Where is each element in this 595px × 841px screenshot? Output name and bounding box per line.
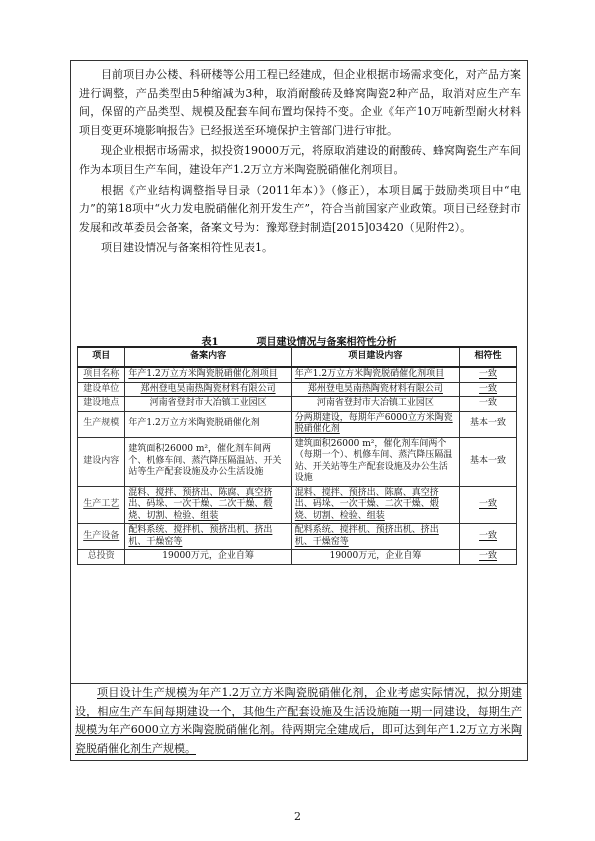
row-fit: 一致: [460, 382, 517, 397]
row-item: 生产工艺: [78, 486, 125, 524]
body-text: [79, 66, 521, 260]
row-build: 混料、搅拌、预挤出、陈腐、真空挤出、码垛、一次干燥、二次干燥、煅烧、切割、检验、组装: [291, 486, 459, 524]
row-item: 项目名称: [78, 367, 125, 382]
header-record: 备案内容: [125, 347, 291, 367]
row-build: 年产1.2万立方米陶瓷脱硝催化剂项目: [291, 367, 459, 382]
table-row: [78, 524, 517, 550]
table-row: [78, 382, 517, 397]
paragraph-3: 根据《产业结构调整指导目录（2011年本）》（修正），本项目属于鼓励类项目中“电力”的第18项中“火力发电脱硝催化剂开发生产”，符合当前国家产业政策。项目已经登封市发展和改革委员会备案，备案文号为：豫郑登封制造[2015]03420（见附件2）。: [79, 183, 521, 234]
row-item: 建设内容: [78, 437, 125, 486]
header-fit: 相符性: [460, 347, 517, 367]
page-number: 2: [294, 810, 301, 823]
row-build: 分两期建设，每期年产6000立方米陶瓷脱硝催化剂: [291, 411, 459, 437]
table-row: [78, 397, 517, 412]
row-fit: 一致: [460, 367, 517, 382]
row-item: 生产规模: [78, 411, 125, 437]
row-fit: 一致: [460, 486, 517, 524]
row-item: 建设单位: [78, 382, 125, 397]
table-row: [78, 411, 517, 437]
paragraph-2: 现企业根据市场需求，拟投资19000万元，将原取消建设的耐酸砖、蜂窝陶瓷生产车间作为本项目生产车间，建设年产1.2万立方米陶瓷脱硝催化剂项目。: [79, 144, 521, 176]
paragraph-4: 项目建设情况与备案相符性见表1。: [101, 241, 273, 255]
row-record: 年产1.2万立方米陶瓷脱硝催化剂: [125, 411, 291, 437]
row-build: 配料系统、搅拌机、预挤出机、挤出机、干燥窑等: [291, 524, 459, 550]
row-build: 19000万元，企业自筹: [291, 550, 459, 565]
row-record: 年产1.2万立方米陶瓷脱硝催化剂项目: [125, 367, 291, 382]
row-build: 建筑面积26000 m²，催化剂车间两个（每期一个）、机修车间、蒸汽降压隔温站、开关站等生产配套设施及办公生活设施: [291, 437, 459, 486]
row-record: 郑州登电昊南热陶瓷材料有限公司: [125, 382, 291, 397]
table-row: [78, 437, 517, 486]
bottom-text: [75, 684, 522, 758]
row-fit: 基本一致: [460, 411, 517, 437]
row-build: 河南省登封市大冶镇工业园区: [291, 397, 459, 412]
row-fit: 一致: [460, 397, 517, 412]
table-row: [78, 550, 517, 565]
header-item: 项目: [78, 347, 125, 367]
row-record: 混料、搅拌、预挤出、陈腐、真空挤出、码垛、一次干燥、二次干燥、煅烧、切割、检验、组装: [125, 486, 291, 524]
table-row: [78, 367, 517, 382]
table-title-text: 项目建设情况与备案相符性分析: [256, 337, 397, 348]
row-item: 生产设备: [78, 524, 125, 550]
header-build: 项目建设内容: [291, 347, 459, 367]
row-record: 19000万元，企业自筹: [125, 550, 291, 565]
row-fit: 基本一致: [460, 437, 517, 486]
row-item: 总投资: [78, 550, 125, 565]
table-row: [78, 486, 517, 524]
table-number: 表1: [201, 337, 219, 348]
row-item: 建设地点: [78, 397, 125, 412]
row-record: 配料系统、搅拌机、预挤出机、挤出机、干燥窑等: [125, 524, 291, 550]
row-fit: 一致: [460, 524, 517, 550]
comparison-table: [77, 346, 517, 565]
row-record: 建筑面积26000 m²，催化剂车间两个、机修车间、蒸汽降压隔温站、开关站等生产配套设施及办公生活设施: [125, 437, 291, 486]
row-record: 河南省登封市大冶镇工业园区: [125, 397, 291, 412]
row-fit: 一致: [460, 550, 517, 565]
bottom-paragraph: 项目设计生产规模为年产1.2万立方米陶瓷脱硝催化剂，企业考虑实际情况，拟分期建设，相应生产车间每期建设一个，其他生产配套设施及生活设施随一期一同建设，每期生产规模为年产6000立方米陶瓷脱硝催化剂。待两期完全建成后，即可达到年产1.2万立方米陶瓷脱硝催化剂生产规模。: [75, 686, 522, 755]
row-build: 郑州登电昊南热陶瓷材料有限公司: [291, 382, 459, 397]
paragraph-1: 目前项目办公楼、科研楼等公用工程已经建成，但企业根据市场需求变化，对产品方案进行调整，产品类型由5种缩减为3种，取消耐酸砖及蜂窝陶瓷2种产品，取消对应生产车间，保留的产品类型、规模及配套车间布置均保持不变。企业《年产10万吨新型耐火材料项目变更环境影响报告》已经报送至环境保护主管部门进行审批。: [79, 68, 521, 137]
table-header-row: [78, 347, 517, 367]
